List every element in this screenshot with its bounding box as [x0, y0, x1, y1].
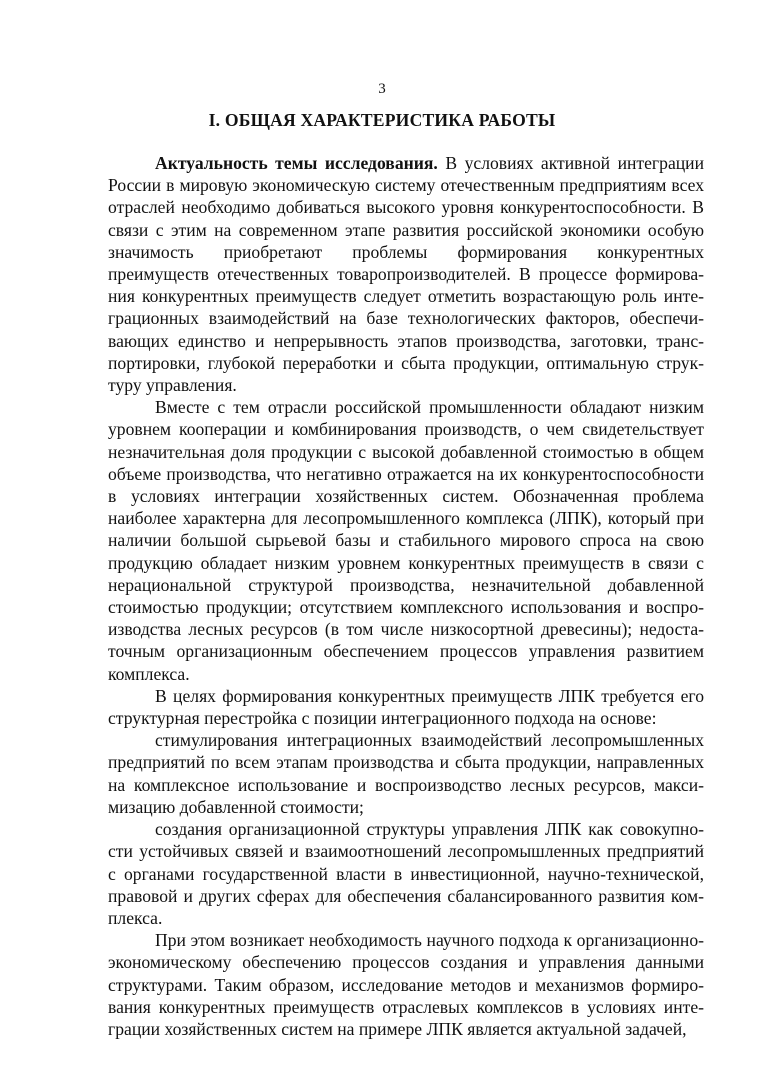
paragraph-relevance — [108, 152, 704, 396]
paragraph-conclusion — [108, 929, 704, 1040]
paragraph-text: При этом возникает необходимость научного подхода к организационно-экономическому обеспечению процессов создания и управления данными структурами. Таким образом, исследование методов и механизмов формирования конкурентных преимуществ отраслевых комплексов в условиях интеграции хозяйственных систем на примере ЛПК является актуальной задачей, — [108, 930, 704, 1039]
paragraph-text: В целях формирования конкурентных преимуществ ЛПК требуется его структурная перестройка с позиции интеграционного подхода на основе: — [108, 685, 704, 729]
page-number: 3 — [378, 81, 386, 97]
paragraph-item-stimulation — [108, 729, 704, 818]
paragraph-text: Вместе с тем отрасли российской промышленности обладают низким уровнем кооперации и комбинирования производств, о чем свидетельствует незначительная доля продукции с высокой добавленной стоимостью в общем объеме производства, что негативно отражается на их конкурентоспособности в условиях интеграции хозяйственных систем. Обозначенная проблема наиболее характерна для лесопромышленного комплекса (ЛПК), который при наличии большой сырьевой базы и стабильного мирового спроса на свою продукцию обладает низким уровнем конкурентных преимуществ в связи с нерациональной структурой производства, незначительной добавленной стоимостью продукции; отсутствием комплексного использования и воспроизводства лесных ресурсов (в том числе низкосортной древесины); недостаточным организационным обеспечением процессов управления развитием комплекса. — [108, 397, 704, 684]
body-text — [108, 152, 704, 1040]
paragraph-item-structure — [108, 818, 704, 929]
paragraph-industry-problem — [108, 396, 704, 685]
paragraph-text: стимулирования интеграционных взаимодействий лесопромышленных предприятий по всем этапам производства и сбыта продукции, направленных на комплексное использование и воспроизводство лесных ресурсов, максимизацию добавленной стоимости; — [108, 730, 704, 817]
paragraph-text: В условиях активной интеграции России в мировую экономическую систему отечественным предприятиям всех отраслей необходимо добиваться высокого уровня конкурентоспособности. В связи с этим на современном этапе развития российской экономики особую значимость приобретают проблемы формирования конкурентных преимуществ отечественных товаропроизводителей. В процессе формирования конкурентных преимуществ следует отметить возрастающую роль интеграционных взаимодействий на базе технологических факторов, обеспечивающих единство и непрерывность этапов производства, заготовки, транспортировки, глубокой переработки и сбыта продукции, оптимальную структуру управления. — [108, 153, 704, 396]
section-title: I. ОБЩАЯ ХАРАКТЕРИСТИКА РАБОТЫ — [208, 110, 556, 130]
paragraph-lead: Актуальность темы исследования. — [155, 153, 438, 173]
paragraph-restructuring — [108, 685, 704, 729]
paragraph-text: создания организационной структуры управления ЛПК как совокупности устойчивых связей и взаимоотношений лесопромышленных предприятий с органами государственной власти в инвестиционной, научно-технической, правовой и других сферах для обеспечения сбалансированного развития комплекса. — [108, 819, 704, 928]
